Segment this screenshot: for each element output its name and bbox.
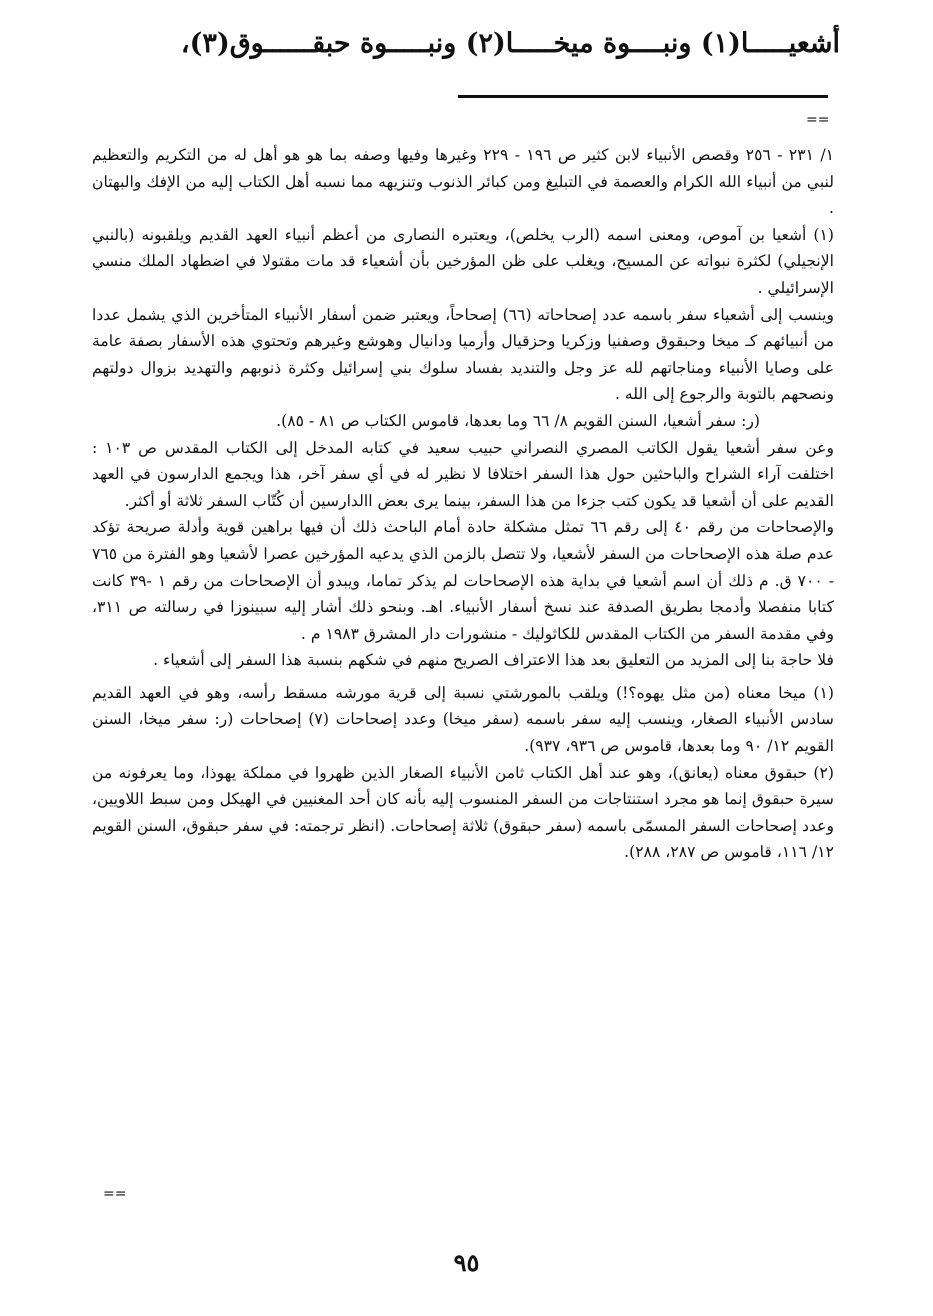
separator-marker-bottom: == [103, 1186, 127, 1202]
paragraph-conclusion: فلا حاجة بنا إلى المزيد من التعليق بعد هذا الاعتراف الصريح منهم في شكهم بنسبة هذا السفر إلى أشعياء . [153, 651, 834, 670]
separator-marker-top: == [806, 112, 830, 128]
page-body [92, 142, 834, 866]
footnote-continuation: ١/ ٢٣١ - ٢٥٦ وقصص الأنبياء لابن كثير ص ١٩٦ - ٢٢٩ وغيرها وفيها وصفه بما هو هو أهل له من التكريم والتعظيم لنبي من أنبياء الله الكرام والعصمة في التبليغ ومن كبائر الذنوب وتنزيهه مما نسبه أهل الكتاب إليه من الإفك والبهتان . [92, 146, 835, 218]
page-header-title: أشعيـــــا(١) ونبــــوة ميخـــــا(٢) ونبـــــوة حبقــــــوق(٣)، [180, 28, 840, 59]
paragraph-isaiah-reference: (ر: سفر أشعيا، السنن القويم ٨/ ٦٦ وما بعدها، قاموس الكتاب ص ٨١ - ٨٥). [276, 411, 760, 430]
footnote-micah: (١) ميخا معناه (من مثل يهوه؟!) ويلقب بالمورشتي نسبة إلى قرية مورشه مسقط رأسه، وهو في العهد القديم سادس الأنبياء الصغار، وينسب إليه سفر باسمه (سفر ميخا) وعدد إصحاحات (٧) إصحاحات (ر: سفر ميخا، السنن القويم ١٢/ ٩٠ وما بعدها، قاموس ص ٩٣٦، ٩٣٧). [92, 683, 834, 756]
paragraph-habib-said-quote: وعن سفر أشعيا يقول الكاتب المصري النصراني حبيب سعيد في كتابه المدخل إلى الكتاب المقدس ص ١٠٣ : اختلفت آراء الشراح والباحثين حول هذا السفر اختلافا لا نظير له في أي سفر آخر، هذا ويجمع الدارسون في العهد القديم على أن أشعيا قد يكون كتب جزءا من هذا السفر، بينما يرى بعض االدارسين أن كُتّاب السفر ثلاثة أو أكثر. [92, 438, 834, 510]
paragraph-isaiah-book: وينسب إلى أشعياء سفر باسمه عدد إصحاحاته (٦٦) إصحاحاً، ويعتبر ضمن أسفار الأنبياء المتأخرين الذي يشمل عددا من أنبيائهم كـ ميخا وحبقوق وصفنيا وزكريا وحزقيال وأرميا ودانيال وهوشع وغيرهم وتحتوي هذه الأسفار بصفة عامة على وصايا الأنبياء ومناجاتهم لله عز وجل والتنديد بفساد سلوك بني إسرائيل وكثرة ذنوبهم والتهديد بزوال دولتهم ونصحهم بالتوبة والرجوع إلى الله . [92, 305, 834, 404]
footnote-isaiah: (١) أشعيا بن آموص، ومعنى اسمه (الرب يخلص)، ويعتبره النصارى من أعظم أنبياء العهد القديم ويلقبونه (بالنبي الإنجيلي) لكثرة نبواته عن المسيح، ويغلب على ظن المؤرخين بأن أشعياء قد مات مقتولا في اضطهاد الملك منسي الإسرائيلي . [92, 225, 834, 297]
page-number: ٩٥ [453, 1248, 480, 1277]
footnote-habakkuk: (٢) حبقوق معناه (يعانق)، وهو عند أهل الكتاب ثامن الأنبياء الصغار الذين ظهروا في مملكة يهوذا، وما يعرفونه من سيرة حبقوق إنما هو مجرد استنتاجات من السفر المنسوب إليه بأنه كان أحد المغنيين في الهيكل ومن سبط اللاويين، وعدد إصحاحات السفر المسمّى باسمه (سفر حبقوق) ثلاثة إصحاحات. (انظر ترجمته: في سفر حبقوق، السنن القويم ١٢/ ١١٦، قاموس ص ٢٨٧، ٢٨٨). [92, 763, 834, 862]
header-underline [458, 95, 828, 98]
paragraph-chapters-40-66: والإصحاحات من رقم ٤٠ إلى رقم ٦٦ تمثل مشكلة حادة أمام الباحث ذلك أن فيها براهين قوية وأدلة صريحة تؤكد عدم صلة هذه الإصحاحات من السفر لأشعيا، ولا تتصل بالزمن الذي يدعيه المؤرخين عصرا لأشعيا وهو الفترة من ٧٦٥ - ٧٠٠ ق. م ذلك أن اسم أشعيا في بداية هذه الإصحاحات لم يذكر تماما، ويبدو أن الإصحاحات من رقم ١ -٣٩ كانت كتابا منفصلا وأدمجا بطريق الصدفة عند نسخ أسفار الأنبياء. اهـ. وبنحو ذلك أشار إليه سبينوزا في رسالته ص ٣١١، وفي مقدمة السفر من الكتاب المقدس للكاثوليك - منشورات دار المشرق ١٩٨٣ م . [92, 518, 834, 643]
